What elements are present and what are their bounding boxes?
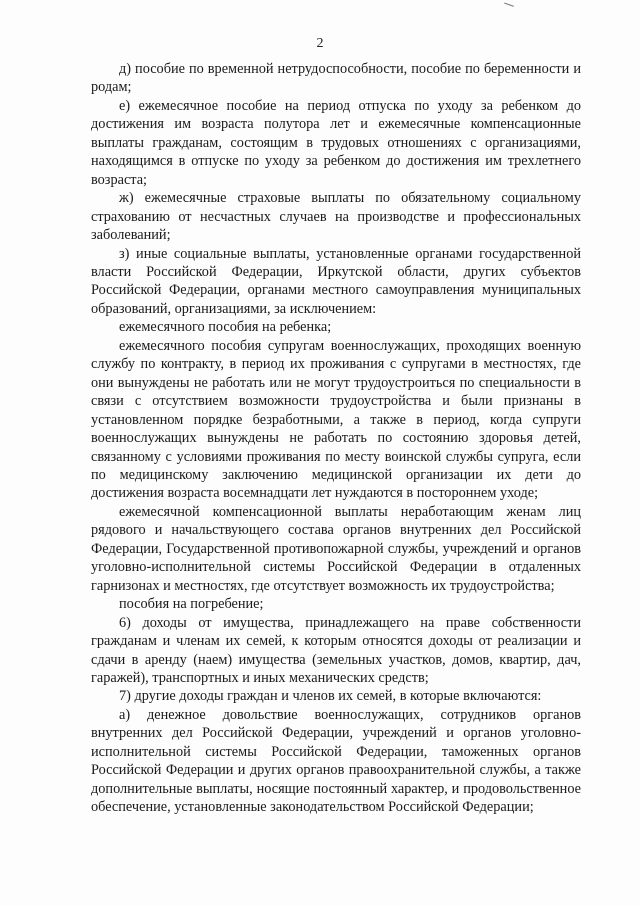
paragraph: пособия на погребение; — [119, 596, 264, 613]
paragraph: д) пособие по временной нетрудоспособности, пособие по беременности и родам; — [91, 61, 581, 96]
document-body — [91, 60, 581, 817]
paragraph: 6) доходы от имущества, принадлежащего на праве собственности гражданам и членам их семей, к которым относятся доходы от реализации и сдачи в аренду (наем) имущества (земельных участков, домов, квартир, дач, гаражей), транспортных и иных механических средств; — [91, 614, 581, 686]
paragraph: а) денежное довольствие военнослужащих, сотрудников органов внутренних дел Российской Федерации, учреждений и органов уголовно-исполнительной системы Российской Федерации, таможенных органов Российской Федерации и других органов правоохранительной службы, а также дополнительные выплаты, носящие постоянный характер, и продовольственное обеспечение, установленные законодательством Российской Федерации; — [91, 706, 581, 816]
page-number: 2 — [316, 36, 324, 51]
paragraph: з) иные социальные выплаты, установленные органами государственной власти Российской Федерации, Иркутской области, других субъектов Российской Федерации, органами местного самоуправления муниципальных образований, организациями, за исключением: — [91, 245, 581, 317]
paragraph: ж) ежемесячные страховые выплаты по обязательному социальному страхованию от несчастных случаев на производстве и профессиональных заболеваний; — [91, 190, 581, 244]
paragraph: 7) другие доходы граждан и членов их семей, в которые включаются: — [119, 688, 542, 705]
paragraph: е) ежемесячное пособие на период отпуска по уходу за ребенком до достижения им возраста полутора лет и ежемесячные компенсационные выплаты гражданам, состоящим в трудовых отношениях с организациями, находящимся в отпуске по уходу за ребенком до достижения им трехлетнего возраста; — [91, 97, 581, 188]
scan-mark — [502, 3, 514, 13]
paragraph: ежемесячного пособия на ребенка; — [119, 319, 332, 336]
paragraph: ежемесячной компенсационной выплаты неработающим женам лиц рядового и начальствующего состава органов внутренних дел Российской Федерации, Государственной противопожарной службы, учреждений и органов уголовно-исполнительной системы Российской Федерации в отдаленных гарнизонах и местностях, где отсутствует возможность их трудоустройства; — [91, 503, 581, 594]
paragraph: ежемесячного пособия супругам военнослужащих, проходящих военную службу по контракту, в период их проживания с супругами в местностях, где они вынуждены не работать или не могут трудоустроиться по специальности в связи с отсутствием возможности трудоустройства и были признаны в установленном порядке безработными, а также в период, когда супруги военнослужащих вынуждены не работать по состоянию здоровья детей, связанному с условиями проживания по месту воинской службы супруга, если по медицинскому заключению медицинской организации их дети до достижения возраста восемнадцати лет нуждаются в постороннем уходе; — [91, 337, 581, 502]
